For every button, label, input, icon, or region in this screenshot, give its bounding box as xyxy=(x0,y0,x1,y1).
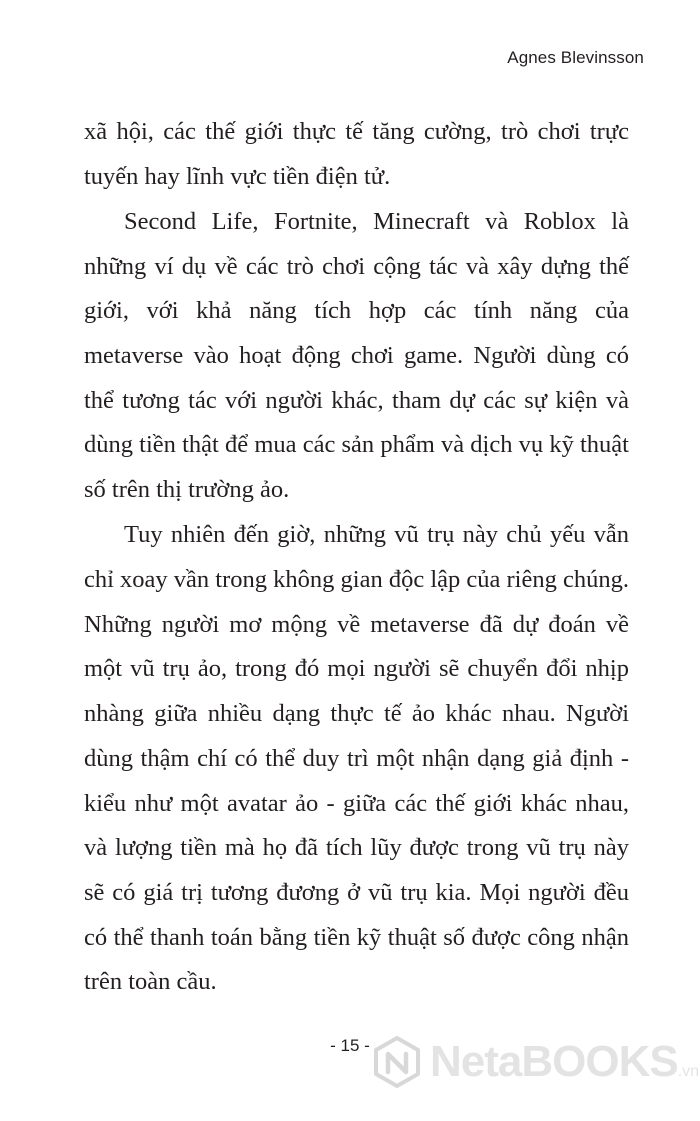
page-body xyxy=(84,110,629,1005)
paragraph-continuation: xã hội, các thế giới thực tế tăng cường, trò chơi trực tuyến hay lĩnh vực tiền điện tử. xyxy=(84,118,629,190)
paragraph-metaverse-vision: Tuy nhiên đến giờ, những vũ trụ này chủ yếu vẫn chỉ xoay vần trong không gian độc lập của riêng chúng. Những người mơ mộng về metaverse đã dự đoán về một vũ trụ ảo, trong đó mọi người sẽ chuyển đổi nhịp nhàng giữa nhiều dạng thực tế ảo khác nhau. Người dùng thậm chí có thể duy trì một nhận dạng giả định - kiểu như một avatar ảo - giữa các thế giới khác nhau, và lượng tiền mà họ đã tích lũy được trong vũ trụ này sẽ có giá trị tương đương ở vũ trụ kia. Mọi người đều có thể thanh toán bằng tiền kỹ thuật số được công nhận trên toàn cầu. xyxy=(84,521,629,996)
running-header-author: Agnes Blevinsson xyxy=(507,48,644,67)
netabooks-logo-icon xyxy=(372,1036,422,1088)
watermark-brand-text: NetaBOOKS.vn xyxy=(430,1037,700,1086)
netabooks-watermark xyxy=(372,1036,699,1088)
paragraph-games-examples: Second Life, Fortnite, Minecraft và Roblox là những ví dụ về các trò chơi cộng tác và xây dựng thế giới, với khả năng tích hợp các tính năng của metaverse vào hoạt động chơi game. Người dùng có thể tương tác với người khác, tham dự các sự kiện và dùng tiền thật để mua các sản phẩm và dịch vụ kỹ thuật số trên thị trường ảo. xyxy=(84,207,629,504)
page-number: - 15 - xyxy=(330,1036,370,1055)
